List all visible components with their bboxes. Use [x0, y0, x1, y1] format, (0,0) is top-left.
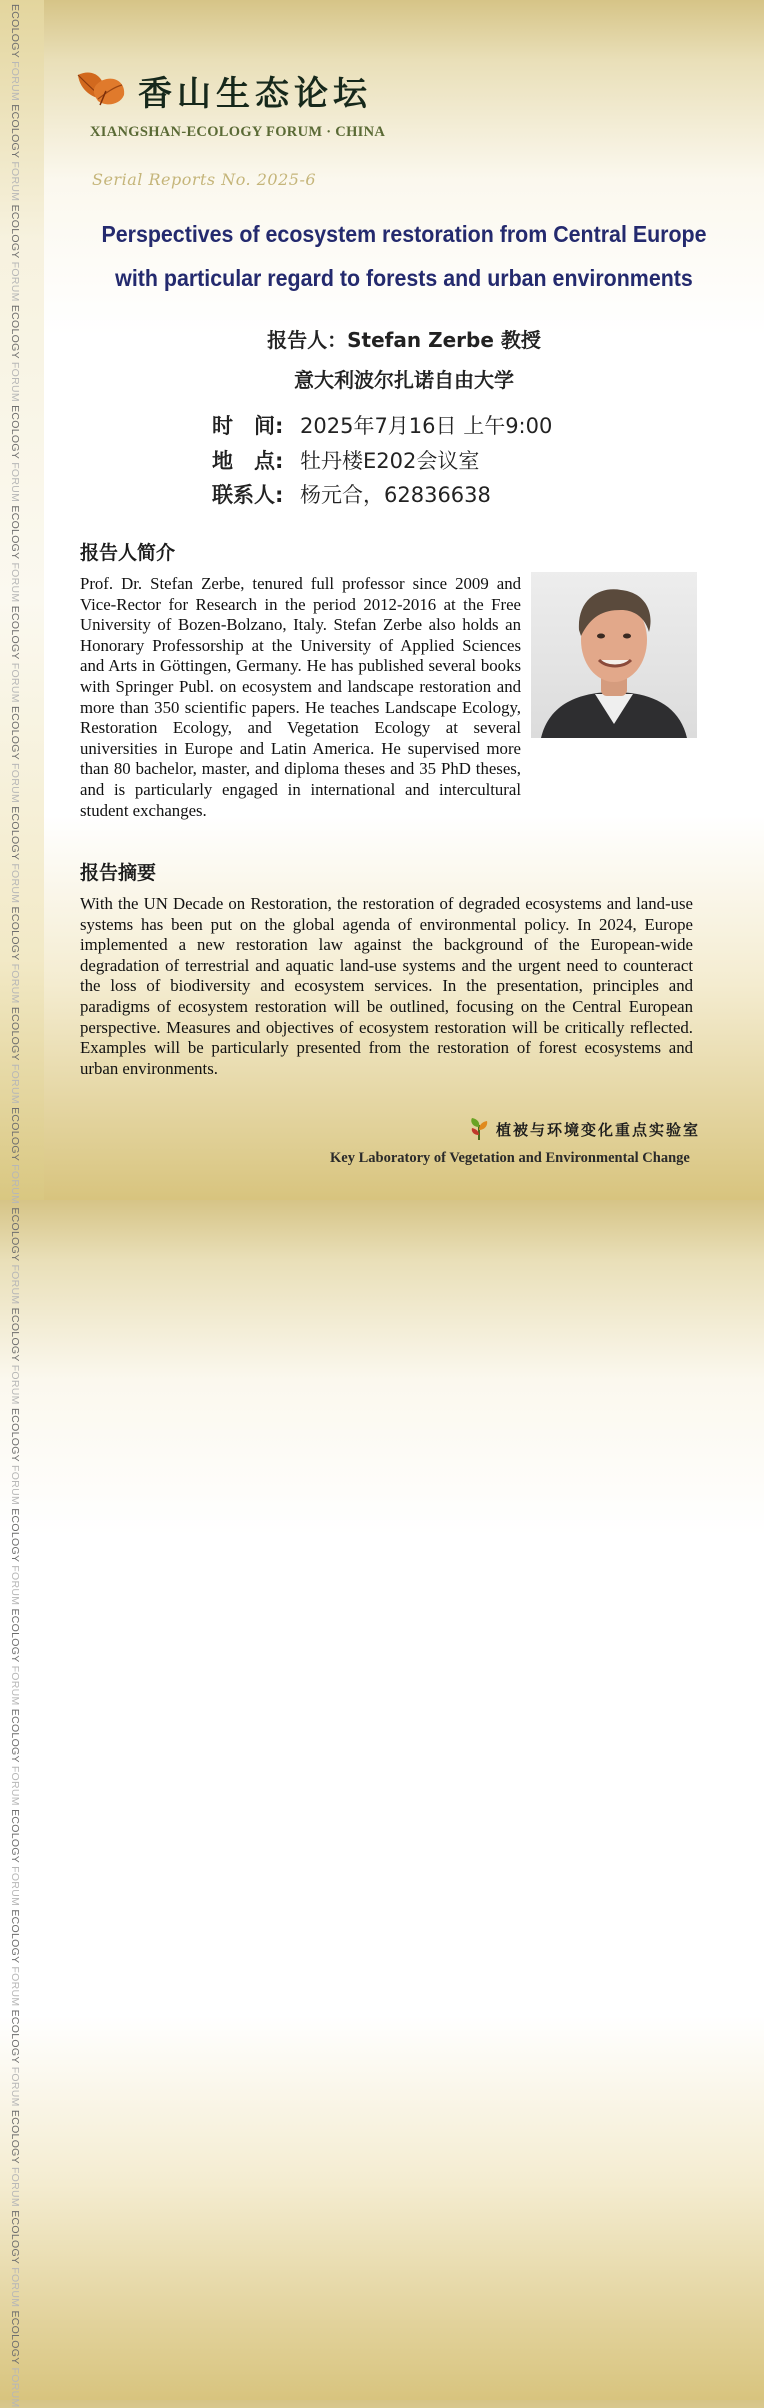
- side-ribbon-word: FORUM: [9, 763, 21, 807]
- side-ribbon-word: ECOLOGY: [9, 1508, 21, 1566]
- side-ribbon-word: FORUM: [9, 1465, 21, 1509]
- side-ribbon-word: FORUM: [9, 1164, 21, 1208]
- talk-title-line-1: Perspectives of ecosystem restoration from Central Europe: [101, 221, 707, 247]
- side-ribbon-word: FORUM: [9, 562, 21, 606]
- side-ribbon-word: ECOLOGY: [9, 1107, 21, 1165]
- side-ribbon-word: ECOLOGY: [9, 705, 21, 764]
- place-row: [212, 445, 479, 475]
- contact-row: [212, 479, 491, 509]
- lab-leaf-icon: [468, 1117, 490, 1141]
- place-label: 地 点:: [212, 449, 284, 473]
- side-ribbon-word: FORUM: [9, 1866, 21, 1910]
- side-ribbon-word: ECOLOGY: [9, 1909, 21, 1967]
- side-ribbon-word: FORUM: [9, 1665, 21, 1709]
- side-ribbon-word: FORUM: [9, 963, 21, 1007]
- side-ribbon-word: ECOLOGY: [9, 1207, 21, 1265]
- side-ribbon-word: FORUM: [9, 462, 21, 506]
- side-ribbon-word: FORUM: [9, 2367, 21, 2408]
- abstract-heading: 报告摘要: [80, 862, 157, 884]
- lab-logo: [468, 1117, 700, 1141]
- side-ribbon-word: ECOLOGY: [9, 4, 21, 62]
- place-value: 牡丹楼E202会议室: [300, 449, 480, 473]
- side-ribbon-word: ECOLOGY: [9, 1608, 21, 1666]
- contact-label: 联系人:: [212, 483, 284, 507]
- side-ribbon-word: FORUM: [9, 2066, 21, 2110]
- abstract-text: With the UN Decade on Restoration, the restoration of degraded ecosystems and land-use systems has been put on the global agenda of environmental policy. In 2024, Europe implemented a new restoration law against the background of the European-wide degradation of terrestrial and aquatic land-use systems and the urgent need to counteract the loss of biodiversity and ecosystem services. In the presentation, principles and paradigms of ecosystem restoration will be outlined, focusing on the Central European perspective. Measures and objectives of ecosystem restoration will be critically reflected. Examples will be particularly presented from the restoration of forest ecosystems and urban environments.: [80, 894, 693, 1078]
- side-ribbon-word: ECOLOGY: [9, 2310, 21, 2368]
- contact-value: 杨元合，62836638: [300, 483, 491, 507]
- side-ribbon-word: ECOLOGY: [9, 1307, 21, 1365]
- lab-name-chinese: 植被与环境变化重点实验室: [496, 1120, 701, 1139]
- side-ribbon-word: ECOLOGY: [9, 505, 21, 563]
- lab-name-english: Key Laboratory of Vegetation and Environmental Change: [330, 1150, 690, 1166]
- bio-text: Prof. Dr. Stefan Zerbe, tenured full professor since 2009 and Vice-Rector for Research in the period 2012-2016 at the Free University of Bozen-Bolzano, Italy. Stefan Zerbe also holds an Honorary Professorship at the University of Applied Sciences and Arts in Göttingen, Germany. He has published several books with Springer Publ. on ecosystem and landscape restoration and more than 350 scientific papers. He teaches Landscape Ecology, Restoration Ecology, and Vegetation Ecology at several universities in Europe and Latin America. He supervised more than 80 bachelor, master, and diploma theses and 35 PhD theses, and is particularly engaged in international and intercultural student exchanges.: [80, 574, 521, 820]
- speaker-photo: [531, 572, 697, 738]
- side-ribbon-word: ECOLOGY: [9, 1809, 21, 1867]
- leaf-logo-icon: [74, 65, 128, 115]
- side-ribbon-word: FORUM: [9, 863, 21, 907]
- side-ribbon-word: ECOLOGY: [9, 1407, 21, 1465]
- forum-logo: [74, 62, 372, 118]
- forum-name-chinese: 香山生态论坛: [138, 73, 372, 114]
- side-ribbon-word: FORUM: [9, 1565, 21, 1609]
- side-ribbon-word: ECOLOGY: [9, 2210, 21, 2268]
- side-ribbon-word: ECOLOGY: [9, 405, 21, 463]
- side-ribbon-word: ECOLOGY: [9, 104, 21, 162]
- speaker-affiliation: 意大利波尔扎诺自由大学: [294, 368, 514, 392]
- side-ribbon-word: FORUM: [9, 61, 21, 105]
- side-ribbon-word: FORUM: [9, 662, 21, 706]
- bio-heading: 报告人简介: [80, 542, 176, 564]
- side-ribbon-word: ECOLOGY: [9, 304, 21, 362]
- side-ribbon-text: [9, 4, 21, 2408]
- side-ribbon: [0, 0, 44, 2408]
- side-ribbon-word: FORUM: [9, 261, 21, 305]
- forum-name-english: XIANGSHAN-ECOLOGY FORUM · CHINA: [90, 124, 386, 140]
- side-ribbon-word: FORUM: [9, 1364, 21, 1408]
- side-ribbon-word: ECOLOGY: [9, 1006, 21, 1064]
- talk-title-line-2: with particular regard to forests and urban environments: [115, 265, 693, 291]
- side-ribbon-word: ECOLOGY: [9, 2109, 21, 2167]
- side-ribbon-word: ECOLOGY: [9, 2009, 21, 2067]
- time-row: [212, 410, 552, 440]
- side-ribbon-word: ECOLOGY: [9, 1708, 21, 1766]
- side-ribbon-word: FORUM: [9, 1063, 21, 1108]
- side-ribbon-word: ECOLOGY: [9, 906, 21, 964]
- time-label: 时 间:: [212, 414, 284, 438]
- side-ribbon-word: FORUM: [9, 1765, 21, 1810]
- side-ribbon-word: FORUM: [9, 1264, 21, 1308]
- side-ribbon-word: FORUM: [9, 161, 21, 205]
- side-ribbon-word: FORUM: [9, 1966, 21, 2010]
- side-ribbon-word: FORUM: [9, 2267, 21, 2311]
- side-ribbon-word: FORUM: [9, 361, 21, 406]
- time-value: 2025年7月16日 上午9:00: [300, 414, 553, 438]
- side-ribbon-word: ECOLOGY: [9, 806, 21, 864]
- serial-number: Serial Reports No. 2025-6: [92, 170, 317, 189]
- side-ribbon-word: FORUM: [9, 2166, 21, 2211]
- side-ribbon-word: ECOLOGY: [9, 605, 21, 663]
- speaker-name: 报告人：Stefan Zerbe 教授: [267, 328, 541, 352]
- side-ribbon-word: ECOLOGY: [9, 204, 21, 262]
